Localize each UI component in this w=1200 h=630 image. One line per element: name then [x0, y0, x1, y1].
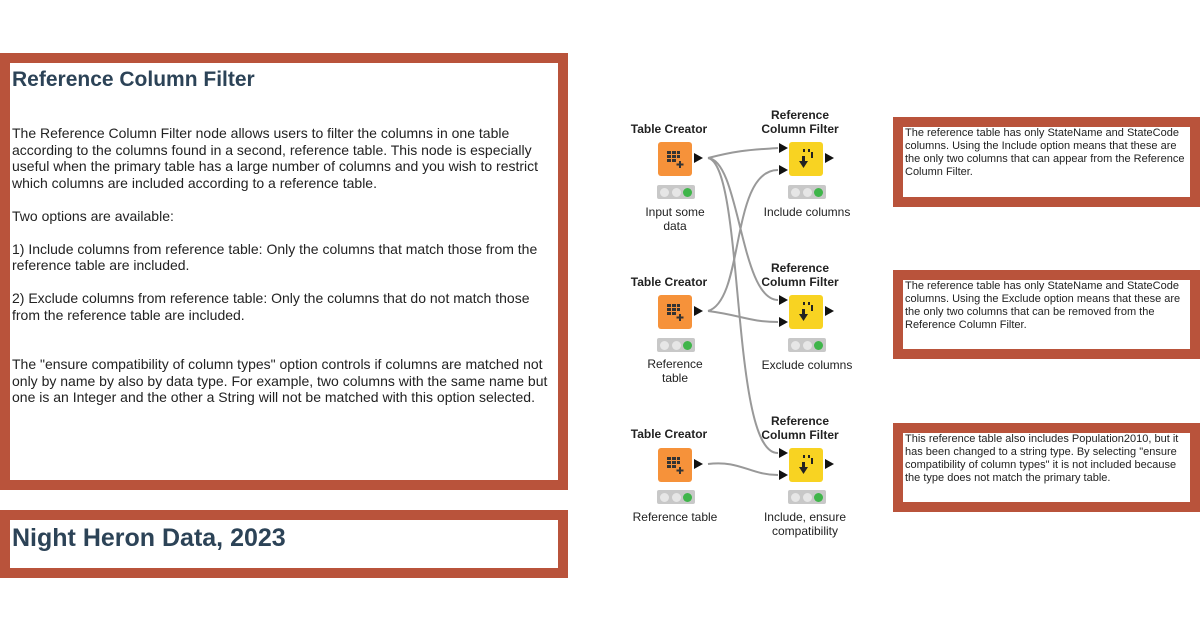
column-filter-icon	[795, 301, 817, 323]
table-creator-node[interactable]	[658, 142, 692, 176]
node-label: Input some data	[645, 205, 705, 233]
footer-title: Night Heron Data, 2023	[12, 524, 286, 552]
table-creator-node[interactable]	[658, 448, 692, 482]
node-title: Table Creator	[630, 122, 708, 136]
input-port	[779, 143, 788, 153]
annotation-title: Reference Column Filter	[12, 68, 255, 91]
node-status-light	[788, 185, 826, 199]
node-label: Include columns	[763, 205, 851, 219]
node-status-light	[657, 490, 695, 504]
input-port	[779, 470, 788, 480]
column-filter-icon	[795, 148, 817, 170]
connection-wire	[708, 148, 778, 158]
annotation-paragraph: Two options are available:	[12, 207, 174, 224]
output-port	[825, 153, 834, 163]
annotation-text: The reference table has only StateName and StateCode columns. Using the Include option means that these are the only two columns that can appear from the Reference Column Filter.	[905, 127, 1185, 178]
node-label: Reference table	[632, 510, 718, 524]
table-creator-icon	[665, 149, 685, 169]
connection-wire	[708, 158, 778, 453]
output-port	[825, 306, 834, 316]
table-creator-node[interactable]	[658, 295, 692, 329]
table-creator-icon	[665, 455, 685, 475]
node-title: Table Creator	[630, 275, 708, 289]
output-port	[694, 459, 703, 469]
input-port	[779, 295, 788, 305]
column-filter-icon	[795, 454, 817, 476]
connection-wire	[708, 463, 778, 475]
node-title: Reference Column Filter	[761, 108, 839, 136]
output-port	[825, 459, 834, 469]
reference-column-filter-node[interactable]	[789, 448, 823, 482]
annotation-paragraph: The "ensure compatibility of column types" option controls if columns are matched not only by name by also by data type. For example, two columns with the same name but one is an Integer and the other a String will not be matched with this option selected.	[12, 356, 548, 405]
node-status-light	[788, 490, 826, 504]
input-port	[779, 165, 788, 175]
node-title: Reference Column Filter	[761, 414, 839, 442]
annotation-text: The reference table has only StateName and StateCode columns. Using the Exclude option means that these are the only two columns that can be removed from the Reference Column Filter.	[905, 280, 1181, 331]
node-status-light	[657, 338, 695, 352]
table-creator-icon	[665, 302, 685, 322]
node-title: Table Creator	[630, 427, 708, 441]
node-label: Exclude columns	[761, 358, 853, 372]
reference-column-filter-node[interactable]	[789, 142, 823, 176]
input-port	[779, 448, 788, 458]
connection-wire	[708, 311, 778, 322]
annotation-text: This reference table also includes Population2010, but it has been changed to a string type. By selecting "ensure compatibility of column types" it is not included because the type does not match the primary table.	[905, 433, 1179, 484]
reference-column-filter-node[interactable]	[789, 295, 823, 329]
output-port	[694, 306, 703, 316]
node-label: Reference table	[647, 357, 703, 385]
annotation-paragraph: The Reference Column Filter node allows users to filter the columns in one table according to the columns found in a second, reference table. This node is especially useful when the primary table has a large number of columns and you wish to restrict which columns are included according to a reference table.	[12, 125, 539, 191]
annotation-paragraph: 1) Include columns from reference table: Only the columns that match those from the reference table are included.	[12, 240, 538, 273]
node-title: Reference Column Filter	[761, 261, 839, 289]
node-status-light	[788, 338, 826, 352]
annotation-paragraph: 2) Exclude columns from reference table: Only the columns that do not match those from the reference table are included.	[12, 290, 530, 323]
output-port	[694, 153, 703, 163]
node-label: Include, ensure compatibility	[763, 510, 847, 538]
node-status-light	[657, 185, 695, 199]
input-port	[779, 317, 788, 327]
